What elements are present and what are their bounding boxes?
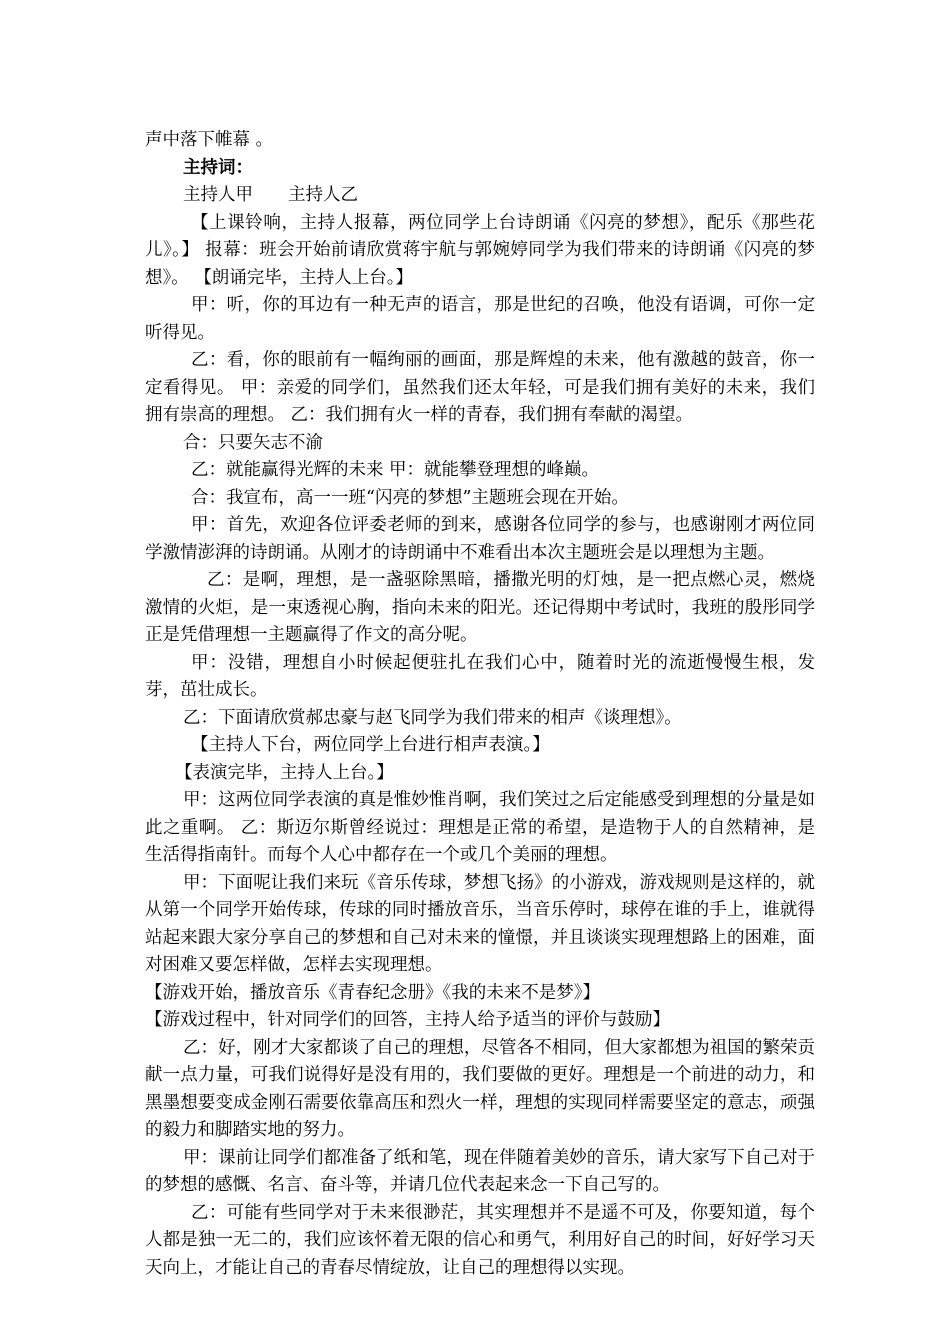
dialogue-paragraph: 甲：课前让同学们都准备了纸和笔，现在伴随着美妙的音乐，请大家写下自己对于的梦想的感慨、名言、奋斗等，并请几位代表起来念一下自己写的。 — [145, 1147, 815, 1195]
dialogue-paragraph: 甲：首先，欢迎各位评委老师的到来，感谢各位同学的参与，也感谢刚才两位同学激情澎湃的诗朗诵。从刚才的诗朗诵中不难看出本次主题班会是以理想为主题。 — [145, 515, 815, 563]
dialogue-paragraph: 合：我宣布，高一一班“闪亮的梦想”主题班会现在开始。 — [191, 487, 629, 508]
dialogue-paragraph: 乙：是啊，理想，是一盏驱除黑暗，播撒光明的灯烛，是一把点燃心灵，燃烧激情的火炬，是一束透视心胸，指向未来的阳光。还记得期中考试时，我班的殷彤同学正是凭借理想一主题赢得了作文的高分呢。 — [145, 570, 815, 645]
section-heading: 主持词： — [183, 157, 253, 178]
dialogue-paragraph: 合：只要矢志不渝 — [183, 432, 323, 453]
dialogue-paragraph: 乙：下面请欣赏郝忠豪与赵飞同学为我们带来的相声《谈理想》。 — [183, 707, 682, 728]
document-body — [145, 127, 815, 1282]
stage-direction: 【主持人下台，两位同学上台进行相声表演。】 — [191, 735, 550, 755]
dialogue-paragraph: 乙：好，刚才大家都谈了自己的理想，尽管各不相同，但大家都想为祖国的繁荣贡献一点力量，可我们说得好是没有用的，我们要做的更好。理想是一个前进的动力，和黑墨想要变成金刚石需要依靠高压和烈火一样，理想的实现同样需要坚定的意志，顽强的毅力和脚踏实地的努力。 — [145, 1037, 815, 1140]
dialogue-paragraph: 乙：可能有些同学对于未来很渺茫，其实理想并不是遥不可及，你要知道，每个人都是独一无二的，我们应该怀着无限的信心和勇气，利用好自己的时间，好好学习天天向上，才能让自己的青春尽情绽放，让自己的理想得以实现。 — [145, 1202, 815, 1278]
stage-direction-opening: 【上课铃响，主持人报幕，两位同学上台诗朗诵《闪亮的梦想》，配乐《那些花儿》。】 报幕：班会开始前请欣赏蒋宇航与郭婉婷同学为我们带来的诗朗诵《闪亮的梦想》。 【朗诵完毕，主持人上台。】 — [145, 212, 815, 288]
host-names: 主持人甲 主持人乙 — [183, 185, 358, 205]
dialogue-paragraph: 甲：这两位同学表演的真是惟妙惟肖啊，我们笑过之后定能感受到理想的分量是如此之重啊。 乙：斯迈尔斯曾经说过：理想是正常的希望，是造物于人的自然精神，是生活得指南针。而每个人心中都存在一个或几个美丽的理想。 — [145, 790, 815, 865]
stage-direction: 【游戏过程中，针对同学们的回答，主持人给予适当的评价与鼓励】 — [145, 1010, 670, 1030]
stage-direction: 【表演完毕，主持人上台。】 — [175, 762, 394, 783]
dialogue-paragraph: 甲：听，你的耳边有一种无声的语言，那是世纪的召唤，他没有语调，可你一定听得见。 — [145, 295, 815, 343]
dialogue-paragraph: 乙：就能赢得光辉的未来 甲：就能攀登理想的峰巅。 — [191, 460, 600, 480]
dialogue-paragraph: 乙：看，你的眼前有一幅绚丽的画面，那是辉煌的未来，他有激越的鼓音，你一定看得见。 甲：亲爱的同学们，虽然我们还太年轻，可是我们拥有美好的未来，我们拥有崇高的理想。 乙：我们拥有火一样的青春，我们拥有奉献的渴望。 — [145, 350, 815, 425]
dialogue-paragraph: 甲：没错，理想自小时候起便驻扎在我们心中，随着时光的流逝慢慢生根，发芽，茁壮成长。 — [145, 652, 815, 700]
paragraph-closing-line: 声中落下帷幕 。 — [145, 130, 274, 150]
dialogue-paragraph: 甲：下面呢让我们来玩《音乐传球，梦想飞扬》的小游戏，游戏规则是这样的，就从第一个同学开始传球，传球的同时播放音乐，当音乐停时，球停在谁的手上，谁就得站起来跟大家分享自己的梦想和自己对未来的憧憬，并且谈谈实现理想路上的困难，面对困难又要怎样做，怎样去实现理想。 — [145, 872, 815, 975]
stage-direction: 【游戏开始，播放音乐《青春纪念册》《我的未来不是梦》】 — [145, 982, 600, 1003]
